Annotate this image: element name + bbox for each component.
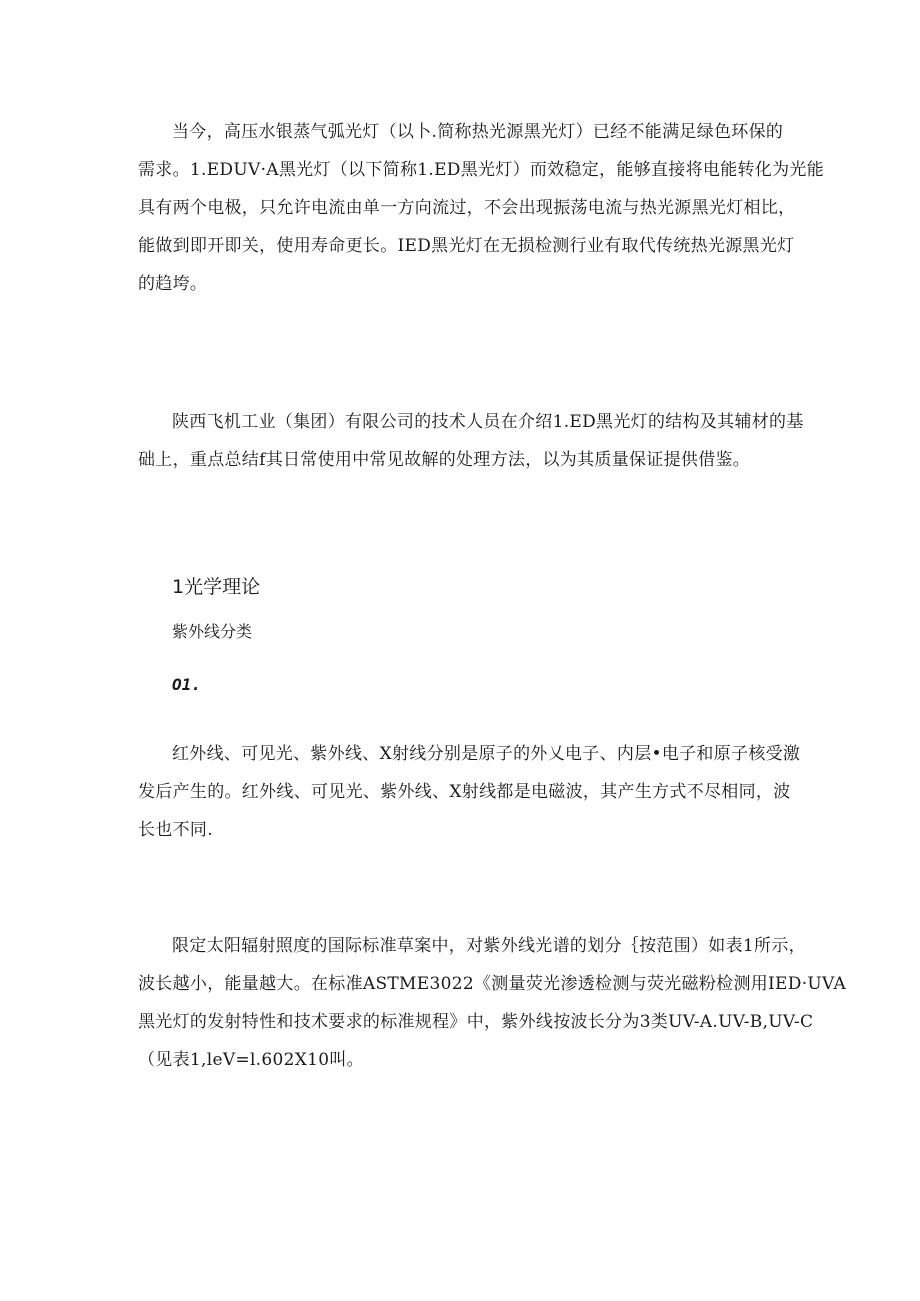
number-label: O1.: [172, 675, 201, 694]
text-line: 需求。1.EDUV·A黑光灯（以下简称1.ED黑光灯）而效稳定，能够直接将电能转化为光能: [138, 160, 825, 180]
text-line: （见表1,leV=l.602X10叫。: [138, 1050, 364, 1070]
paragraph-company: [138, 403, 804, 479]
section-heading: 1光学理论: [172, 576, 261, 598]
text-line: 具有两个电极，只允许电流由单一方向流过，不会出现振荡电流与热光源黑光灯相比，: [138, 198, 796, 218]
text-line: 限定太阳辐射照度的国际标准草案中，对紫外线光谱的划分｛按范围）如表1所示，: [172, 936, 806, 956]
text-line: 波长越小，能量越大。在标准ASTME3022《测量荧光渗透检测与荧光磁粉检测用IED·UVA: [138, 974, 847, 994]
paragraph-uv-classification: [138, 927, 847, 1079]
paragraph-intro: [138, 113, 825, 303]
text-line: 发后产生的。红外线、可见光、紫外线、X射线都是电磁波，其产生方式不尽相同，波: [138, 782, 791, 802]
text-line: 础上，重点总结f其日常使用中常见故解的处理方法，以为其质量保证提供借鉴。: [138, 450, 751, 470]
text-line: 的趋垮。: [138, 274, 208, 294]
text-line: 红外线、可见光、紫外线、X射线分别是原子的外乂电子、内层•电子和原子核受激: [172, 744, 801, 764]
paragraph-electromagnetic: [138, 735, 801, 849]
subsection-heading: 紫外线分类: [172, 622, 253, 641]
text-line: 能做到即开即关，使用寿命更长。IED黑光灯在无损检测行业有取代传统热光源黑光灯: [138, 236, 795, 256]
text-line: 黑光灯的发射特性和技术要求的标准规程》中，紫外线按波长分为3类UV-A.UV-B,UV-C: [138, 1012, 814, 1032]
text-line: 陕西飞机工业（集团）有限公司的技术人员在介绍1.ED黑光灯的结构及其辅材的基: [172, 412, 804, 432]
text-line: 长也不同.: [138, 820, 213, 840]
text-line: 当今，高压水银蒸气弧光灯（以卜.简称热光源黑光灯）已经不能满足绿色环保的: [172, 122, 784, 142]
